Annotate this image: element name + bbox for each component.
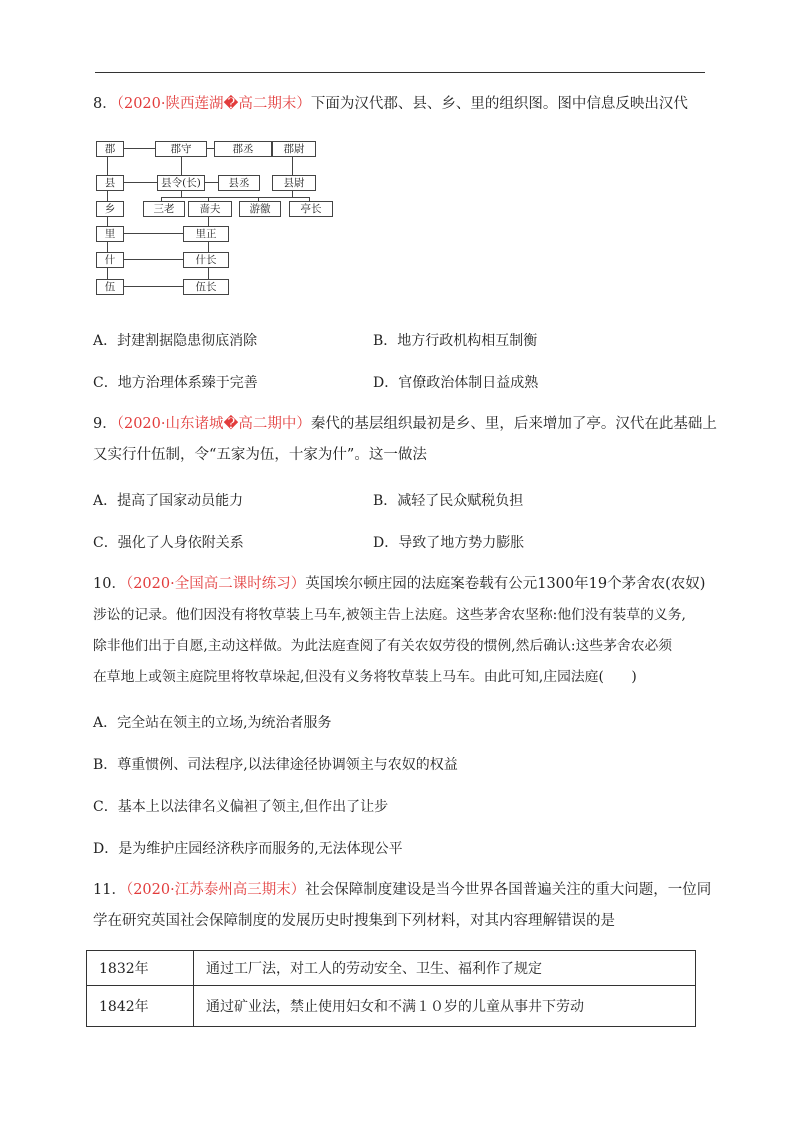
question-11-stem — [93, 875, 712, 906]
chart-node-junwei: 郡尉 — [272, 141, 316, 157]
table-cell-content: 通过矿业法，禁止使用妇女和不满１０岁的儿童从事井下劳动 — [194, 986, 696, 1027]
table-cell-year: 1842年 — [87, 986, 194, 1027]
option-d[interactable]: D．是为维护庄园经济秩序而服务的,无法体现公平 — [93, 841, 403, 857]
option-c[interactable]: C．强化了人身依附关系 — [93, 535, 244, 551]
question-10-stem-line2: 涉讼的记录。他们因没有将牧草装上马车,被领主告上法庭。这些茅舍农坚称:他们没有装草的义务, — [93, 607, 686, 623]
chart-node-sefu: 啬夫 — [188, 201, 232, 217]
question-9-stem — [93, 409, 717, 440]
question-text: 英国埃尔顿庄园的法庭案卷载有公元1300年19个茅舍农(农奴) — [305, 576, 706, 592]
option-b[interactable]: B．尊重惯例、司法程序,以法律途径协调领主与农奴的权益 — [93, 757, 458, 773]
question-source: （2020·山东诸城�高二期中） — [116, 416, 311, 432]
chart-node-sanlao: 三老 — [143, 201, 185, 217]
table-cell-content: 通过工厂法，对工人的劳动安全、卫生、福利作了规定 — [194, 951, 696, 986]
table-cell-year: 1832年 — [87, 951, 194, 986]
option-a[interactable]: A．提高了国家动员能力 — [93, 493, 244, 509]
chart-node-xianling: 县令(长) — [157, 175, 205, 191]
question-10-stem — [93, 569, 705, 600]
question-number: 11． — [93, 882, 126, 898]
question-text: 秦代的基层组织最初是乡、里，后来增加了亭。汉代在此基础上 — [310, 416, 717, 432]
option-c[interactable]: C．地方治理体系臻于完善 — [93, 375, 258, 391]
chart-node-xianwei: 县尉 — [272, 175, 316, 191]
option-b[interactable]: B．减轻了民众赋税负担 — [373, 493, 524, 509]
chart-node-xiang: 乡 — [96, 201, 124, 217]
question-number: 9． — [93, 416, 117, 432]
option-c[interactable]: C．基本上以法律名义偏袒了领主,但作出了让步 — [93, 799, 389, 815]
question-number: 8． — [93, 96, 117, 112]
question-11-stem-line2: 学在研究英国社会保障制度的发展历史时搜集到下列材料，对其内容理解错误的是 — [93, 913, 615, 929]
question-source: （2020·全国高二课时练习） — [125, 576, 306, 592]
question-10-stem-line3: 除非他们出于自愿,主动这样做。为此法庭查阅了有关农奴劳役的惯例,然后确认:这些茅舍农必须 — [93, 638, 673, 654]
table-row — [87, 951, 696, 986]
chart-node-xian: 县 — [96, 175, 124, 191]
chart-node-tingzhang: 亭长 — [289, 201, 333, 217]
table-row — [87, 986, 696, 1027]
chart-node-juncheng: 郡丞 — [214, 141, 272, 157]
chart-node-wuzhang: 伍长 — [183, 279, 229, 295]
question-number: 10． — [93, 576, 126, 592]
han-organization-chart — [96, 138, 346, 303]
option-a[interactable]: A．完全站在领主的立场,为统治者服务 — [93, 715, 332, 731]
option-d[interactable]: D．导致了地方势力膨胀 — [373, 535, 525, 551]
option-d[interactable]: D．官僚政治体制日益成熟 — [373, 375, 539, 391]
question-8-stem — [93, 89, 705, 120]
question-source: （2020·江苏泰州高三期末） — [125, 882, 306, 898]
question-9-stem-line2: 又实行什伍制，令“五家为伍，十家为什”。这一做法 — [93, 447, 427, 463]
question-source: （2020·陕西莲湖�高二期末） — [116, 96, 311, 112]
header-rule — [95, 72, 705, 73]
question-text: 下面为汉代郡、县、乡、里的组织图。图中信息反映出汉代 — [310, 96, 688, 112]
chart-node-junshou: 郡守 — [155, 141, 207, 157]
question-10-stem-line4: 在草地上或领主庭院里将牧草垛起,但没有义务将牧草装上马车。由此可知,庄园法庭( ) — [93, 669, 637, 685]
chart-node-li: 里 — [96, 226, 124, 242]
material-table — [86, 950, 696, 1027]
chart-node-shizhang: 什长 — [183, 252, 229, 268]
chart-node-xiancheng: 县丞 — [218, 175, 260, 191]
chart-node-youjiao: 游徼 — [239, 201, 281, 217]
chart-node-shi: 什 — [96, 252, 124, 268]
chart-node-wu: 伍 — [96, 279, 124, 295]
option-a[interactable]: A．封建割据隐患彻底消除 — [93, 333, 258, 349]
chart-node-lizheng: 里正 — [183, 226, 229, 242]
option-b[interactable]: B．地方行政机构相互制衡 — [373, 333, 538, 349]
chart-node-jun: 郡 — [96, 141, 124, 157]
question-text: 社会保障制度建设是当今世界各国普遍关注的重大问题，一位同 — [305, 882, 712, 898]
